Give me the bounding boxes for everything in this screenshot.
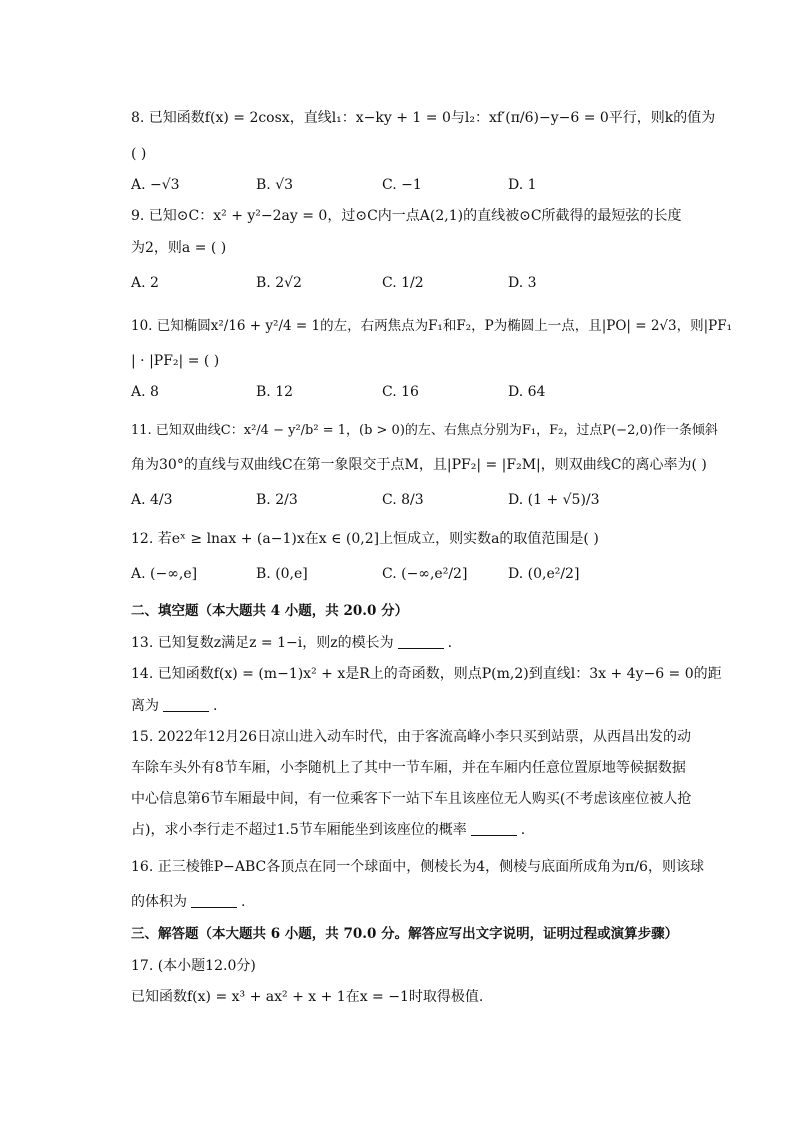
question-8-line-2: ( ) xyxy=(131,146,147,162)
option-b: B. 2√2 xyxy=(256,275,302,291)
question-15-line-3: 中心信息第6节车厢最中间，有一位乘客下一站下车且该座位无人购买(不考虑该座位被人抢 xyxy=(131,791,692,807)
question-8-line-1: 8. 已知函数f(x) = 2cosx，直线l₁：x−ky + 1 = 0与l₂：xf′(π/6)−y−6 = 0平行，则k的值为 xyxy=(131,110,716,126)
question-10-options xyxy=(131,382,734,402)
question-11-options xyxy=(131,490,734,510)
section-3-heading: 三、解答题（本大题共 6 小题，共 70.0 分。解答应写出文字说明，证明过程或演算步骤） xyxy=(131,926,679,942)
option-c: C. −1 xyxy=(382,177,422,193)
option-c: C. 8/3 xyxy=(382,492,424,508)
question-10-line-1: 10. 已知椭圆x²/16 + y²/4 = 1的左，右两焦点为F₁和F₂，P为椭圆上一点，且|PO| = 2√3，则|PF₁ xyxy=(131,318,733,334)
question-17-header: 17. (本小题12.0分) xyxy=(131,958,256,974)
option-c: C. 1/2 xyxy=(382,275,424,291)
question-15-end: . xyxy=(520,822,526,838)
question-11-line-1: 11. 已知双曲线C：x²/4 − y²/b² = 1，(b > 0)的左、右焦点分别为F₁，F₂，过点P(−2,0)作一条倾斜 xyxy=(131,423,718,438)
option-b: B. 12 xyxy=(256,384,294,400)
question-13-text: 13. 已知复数z满足z = 1−i，则z的模长为 xyxy=(131,635,394,651)
question-16-end: . xyxy=(241,894,246,910)
answer-blank xyxy=(191,893,237,908)
option-b: B. 2/3 xyxy=(256,492,298,508)
option-d: D. (1 + √5)/3 xyxy=(508,492,600,508)
question-13 xyxy=(131,633,734,653)
option-c: C. (−∞,e²/2] xyxy=(382,566,468,582)
question-15-line-1: 15. 2022年12月26日凉山进入动车时代，由于客流高峰小李只买到站票，从西昌出发的动 xyxy=(131,729,691,745)
question-13-end: . xyxy=(447,635,453,651)
option-d: D. 1 xyxy=(508,177,537,193)
question-9-options xyxy=(131,273,734,293)
question-16-line-2 xyxy=(131,892,734,912)
option-d: D. (0,e²/2] xyxy=(508,566,580,582)
option-a: A. 2 xyxy=(131,275,159,291)
option-a: A. (−∞,e] xyxy=(131,566,198,582)
question-15-line-4 xyxy=(131,820,734,840)
question-14-text: 离为 xyxy=(131,698,159,714)
question-10-line-2: | · |PF₂| = ( ) xyxy=(131,353,220,369)
question-9-line-2: 为2，则a = ( ) xyxy=(131,240,227,256)
section-2-heading: 二、填空题（本大题共 4 小题，共 20.0 分） xyxy=(131,603,409,619)
question-17-text: 已知函数f(x) = x³ + ax² + x + 1在x = −1时取得极值. xyxy=(131,989,484,1005)
question-16-line-1: 16. 正三棱锥P−ABC各顶点在同一个球面中，侧棱长为4，侧棱与底面所成角为π/6，则该球 xyxy=(131,859,704,875)
option-b: B. √3 xyxy=(256,177,294,193)
question-14-line-1: 14. 已知函数f(x) = (m−1)x² + x是R上的奇函数，则点P(m,2)到直线l：3x + 4y−6 = 0的距 xyxy=(131,666,722,682)
question-11-line-2: 角为30°的直线与双曲线C在第一象限交于点M，且|PF₂| = |F₂M|，则双曲线C的离心率为( ) xyxy=(131,457,707,473)
option-d: D. 3 xyxy=(508,275,537,291)
question-14-end: . xyxy=(213,698,218,714)
option-a: A. 4/3 xyxy=(131,492,173,508)
answer-blank xyxy=(398,634,444,649)
answer-blank xyxy=(163,697,209,712)
answer-blank xyxy=(471,821,517,836)
question-15-text: 占)，求小李行走不超过1.5节车厢能坐到该座位的概率 xyxy=(131,822,467,838)
option-a: A. 8 xyxy=(131,384,159,400)
option-d: D. 64 xyxy=(508,384,546,400)
question-9-line-1: 9. 已知⊙C：x² + y²−2ay = 0，过⊙C内一点A(2,1)的直线被⊙C所截得的最短弦的长度 xyxy=(131,208,682,224)
question-12-options xyxy=(131,564,734,584)
question-16-text: 的体积为 xyxy=(131,894,187,910)
question-15-line-2: 车除车头外有8节车厢，小李随机上了其中一节车厢，并在车厢内任意位置原地等候据数据 xyxy=(131,760,686,776)
option-c: C. 16 xyxy=(382,384,419,400)
question-12-line-1: 12. 若eˣ ≥ lnax + (a−1)x在x ∈ (0,2]上恒成立，则实数a的取值范围是( ) xyxy=(131,531,599,547)
option-b: B. (0,e] xyxy=(256,566,308,582)
option-a: A. −√3 xyxy=(131,177,180,193)
question-8-options xyxy=(131,175,734,195)
question-14-line-2 xyxy=(131,696,734,716)
